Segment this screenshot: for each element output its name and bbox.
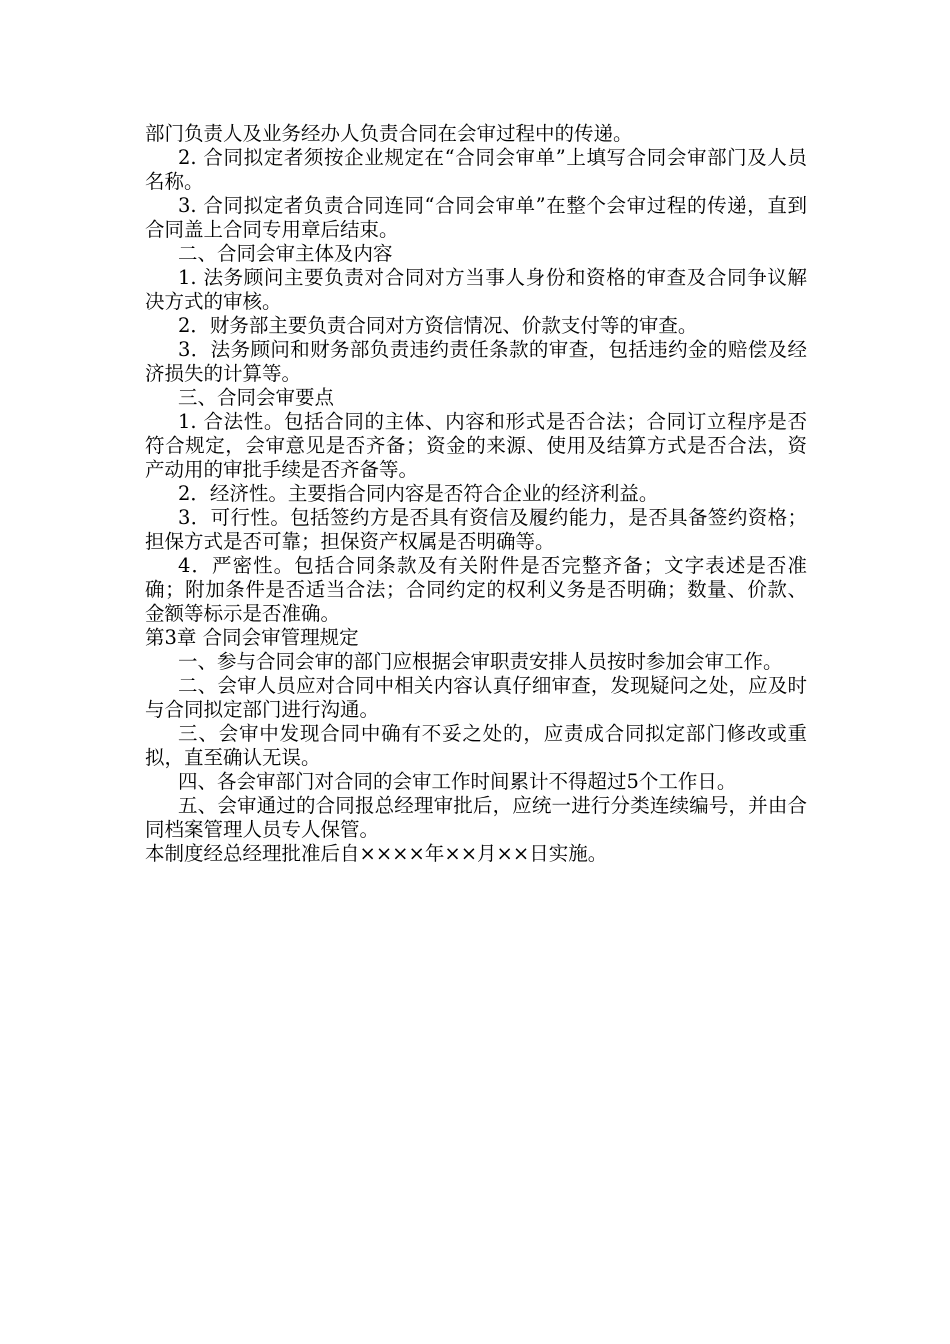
rule-2: 二、会审人员应对合同中相关内容认真仔细审查，发现疑问之处，应及时与合同拟定部门进行沟通。 — [145, 674, 807, 721]
rule-1: 一、参与合同会审的部门应根据会审职责安排人员按时参加会审工作。 — [178, 650, 783, 673]
paragraph-item-2: 2. 合同拟定者须按企业规定在“合同会审单”上填写合同会审部门及人员名称。 — [145, 146, 807, 193]
chapter-heading-3: 第3章 合同会审管理规定 — [145, 626, 359, 649]
paragraph-continuation: 部门负责人及业务经办人负责合同在会审过程中的传递。 — [145, 122, 633, 145]
section-heading-2: 二、合同会审主体及内容 — [178, 242, 393, 265]
rule-4: 四、各会审部门对合同的会审工作时间累计不得超过5个工作日。 — [178, 770, 737, 793]
rule-3: 三、会审中发现合同中确有不妥之处的，应责成合同拟定部门修改或重拟，直至确认无误。 — [145, 722, 807, 769]
paragraph-economy: 2．经济性。主要指合同内容是否符合企业的经济利益。 — [178, 482, 659, 505]
paragraph-rigor: 4．严密性。包括合同条款及有关附件是否完整齐备；文字表述是否准确；附加条件是否适当合法；合同约定的权利义务是否明确；数量、价款、金额等标示是否准确。 — [145, 554, 807, 625]
paragraph-finance-review: 2．财务部主要负责合同对方资信情况、价款支付等的审查。 — [178, 314, 698, 337]
section-heading-3: 三、合同会审要点 — [178, 386, 335, 409]
effective-date-statement: 本制度经总经理批准后自××××年××月××日实施。 — [145, 842, 608, 865]
paragraph-legality: 1. 合法性。包括合同的主体、内容和形式是否合法；合同订立程序是否符合规定，会审意见是否齐备；资金的来源、使用及结算方式是否合法，资产动用的审批手续是否齐备等。 — [145, 410, 807, 481]
paragraph-item-3: 3. 合同拟定者负责合同连同“合同会审单”在整个会审过程的传递，直到合同盖上合同专用章后结束。 — [145, 194, 807, 241]
paragraph-legal-review: 1. 法务顾问主要负责对合同对方当事人身份和资格的审查及合同争议解决方式的审核。 — [145, 266, 807, 313]
paragraph-breach-review: 3．法务顾问和财务部负责违约责任条款的审查，包括违约金的赔偿及经济损失的计算等。 — [145, 338, 807, 385]
document-body — [145, 122, 807, 866]
paragraph-feasibility: 3．可行性。包括签约方是否具有资信及履约能力，是否具备签约资格；担保方式是否可靠；担保资产权属是否明确等。 — [145, 506, 807, 553]
rule-5: 五、会审通过的合同报总经理审批后，应统一进行分类连续编号，并由合同档案管理人员专人保管。 — [145, 794, 807, 841]
